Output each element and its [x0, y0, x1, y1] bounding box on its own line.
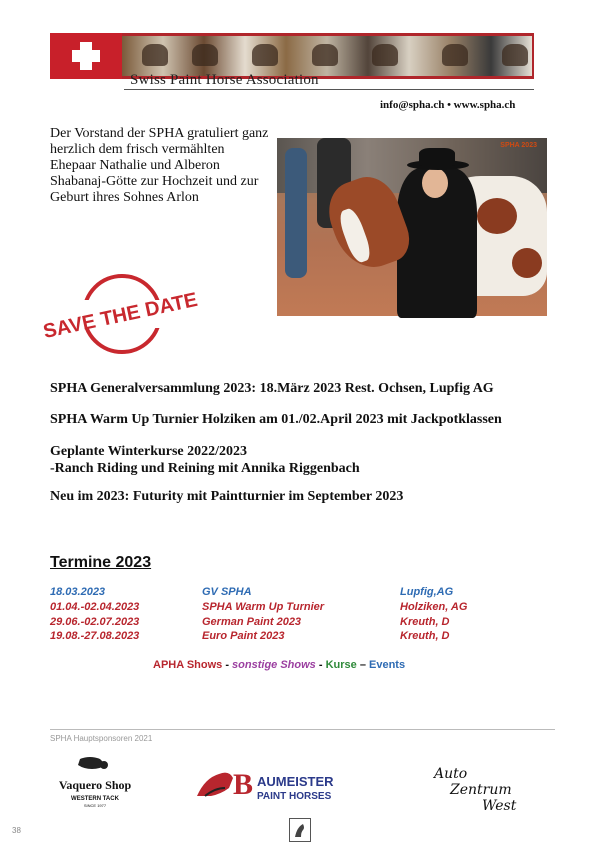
vaquero-name: Vaquero Shop [58, 778, 132, 792]
legend-other-shows: sonstige Shows [232, 659, 316, 671]
save-the-date-stamp [41, 272, 200, 358]
event-generalversammlung: SPHA Generalversammlung 2023: 18.März 2023 Rest. Ochsen, Lupfig AG [50, 381, 494, 396]
horse-photo-strip [122, 36, 532, 76]
legend-kurse: Kurse [325, 659, 357, 671]
sponsors-label: SPHA Hauptsponsoren 2021 [50, 734, 153, 743]
termine-date: 01.04.-02.04.2023 [50, 601, 140, 613]
legend-events: Events [369, 659, 406, 671]
auto-line3: West [482, 798, 517, 814]
termine-event: SPHA Warm Up Turnier [202, 601, 325, 613]
auto-zentrum-west-logo [432, 762, 532, 814]
termine-event: Euro Paint 2023 [202, 630, 285, 642]
termine-place: Lupfig,AG [400, 586, 454, 598]
legend-separator: - [222, 659, 233, 671]
winterkurse-detail: -Ranch Riding und Reining mit Annika Riggenbach [50, 461, 360, 476]
event-warm-up-turnier: SPHA Warm Up Turnier Holziken am 01./02.April 2023 mit Jackpotklassen [50, 412, 502, 427]
event-futurity: Neu im 2023: Futurity mit Paintturnier im September 2023 [50, 489, 404, 504]
color-legend [153, 659, 405, 671]
footer-divider [50, 729, 555, 730]
photo-logo: SPHA 2023 [500, 142, 537, 149]
termine-place: Kreuth, D [400, 616, 450, 628]
congratulation-text: Der Vorstand der SPHA gratuliert ganz herzlich dem frisch vermählten Ehepaar Nathalie und Alberon Shabanaj-Götte zur Hochzeit und zur Geburt ihres Sohnes Arlon [50, 126, 269, 205]
horse-show-photo [277, 138, 547, 316]
termine-place: Holziken, AG [400, 601, 468, 613]
event-winterkurse [50, 443, 360, 477]
save-the-date-label: SAVE THE DATE [41, 288, 200, 344]
auto-line2: Zentrum [450, 782, 512, 798]
header-divider [124, 89, 534, 90]
termine-event: GV SPHA [202, 586, 252, 598]
termine-heading: Termine 2023 [50, 554, 152, 571]
termine-place: Kreuth, D [400, 630, 450, 642]
baumeister-paint-horses-logo [195, 766, 365, 806]
legend-separator: – [356, 659, 369, 671]
horse-emblem-icon [289, 818, 311, 842]
baumeister-top: AUMEISTER [257, 774, 334, 789]
winterkurse-title: Geplante Winterkurse 2022/2023 [50, 444, 248, 459]
contact-info[interactable]: info@spha.ch • www.spha.ch [380, 99, 516, 111]
svg-text:B: B [233, 768, 254, 801]
termine-date: 18.03.2023 [50, 586, 106, 598]
vaquero-since: SINCE 1977 [83, 803, 107, 808]
legend-separator: - [315, 659, 326, 671]
vaquero-tag: WESTERN TACK [71, 796, 119, 802]
vaquero-shop-logo [58, 755, 132, 811]
termine-event: German Paint 2023 [202, 616, 302, 628]
swiss-flag-icon [50, 33, 122, 79]
auto-line1: Auto [434, 766, 468, 782]
termine-date: 29.06.-02.07.2023 [50, 616, 140, 628]
page-number: 38 [12, 826, 21, 835]
association-name: Swiss Paint Horse Association [130, 72, 319, 88]
termine-date: 19.08.-27.08.2023 [50, 630, 140, 642]
legend-apha-shows: APHA Shows [153, 659, 223, 671]
baumeister-bottom: PAINT HORSES [257, 791, 332, 802]
